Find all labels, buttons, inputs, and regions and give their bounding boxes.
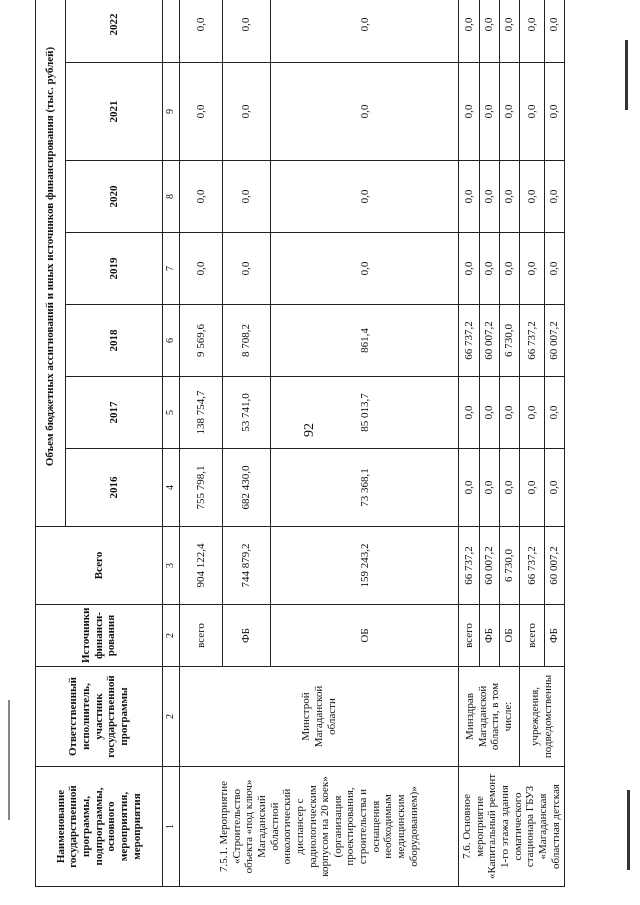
value-cell: 9 569,6	[180, 305, 223, 377]
value-cell: 73 368,1	[271, 449, 459, 527]
header-source: Источники финанси-рования	[36, 605, 163, 667]
value-cell: 0,0	[499, 233, 519, 305]
value-cell: 85 013,7	[271, 377, 459, 449]
measure-name-cell: 7.6. Основное мероприятие «Капитальный ремонт 1-го этажа здания соматического стационара ГБУЗ «Магаданская областная детская	[459, 767, 565, 887]
value-cell: 60 007,2	[544, 305, 564, 377]
table-row	[459, 0, 479, 887]
scan-artifact	[8, 700, 10, 820]
value-cell: 0,0	[479, 233, 499, 305]
value-cell: 0,0	[544, 449, 564, 527]
total-cell: 744 879,2	[222, 527, 271, 605]
header-name: Наименование государственной программы, подпрограммы, основного мероприятия, мероприятия	[36, 767, 163, 887]
total-cell: 159 243,2	[271, 527, 459, 605]
value-cell: 0,0	[479, 377, 499, 449]
value-cell: 0,0	[180, 233, 223, 305]
column-number: 5	[162, 377, 179, 449]
value-cell: 0,0	[499, 377, 519, 449]
responsible-cell: учреждения, подведомственны	[520, 667, 565, 767]
column-number: 9	[162, 63, 179, 161]
header-year: 2020	[66, 161, 162, 233]
budget-table-rotated	[35, 0, 565, 887]
header-year: 2019	[66, 233, 162, 305]
source-cell: ОБ	[271, 605, 459, 667]
value-cell: 60 007,2	[479, 305, 499, 377]
value-cell: 0,0	[479, 0, 499, 63]
value-cell: 0,0	[520, 233, 544, 305]
total-cell: 66 737,2	[459, 527, 479, 605]
value-cell: 0,0	[459, 161, 479, 233]
source-cell: всего	[459, 605, 479, 667]
measure-name-cell: 7.5.1. Мероприятие «Строительство объекта «под ключ» Магаданский областной онкологический диспансер с радиологическим корпусом на 20 коек» (организация проектирования, строительства и оснащения необходимым медицинским оборудованием)»	[180, 767, 459, 887]
value-cell: 0,0	[271, 233, 459, 305]
value-cell: 0,0	[499, 161, 519, 233]
value-cell: 0,0	[520, 161, 544, 233]
column-number: 4	[162, 449, 179, 527]
value-cell: 0,0	[499, 449, 519, 527]
column-number: 2	[162, 667, 179, 767]
value-cell: 0,0	[499, 0, 519, 63]
value-cell: 0,0	[180, 63, 223, 161]
header-responsible: Ответственный исполнитель, участник государственной программы	[36, 667, 163, 767]
total-cell: 60 007,2	[544, 527, 564, 605]
value-cell: 0,0	[459, 377, 479, 449]
column-number: 3	[162, 527, 179, 605]
scan-artifact	[625, 40, 628, 110]
value-cell: 0,0	[499, 63, 519, 161]
column-number: 7	[162, 233, 179, 305]
value-cell: 0,0	[271, 0, 459, 63]
value-cell: 861,4	[271, 305, 459, 377]
source-cell: ФБ	[479, 605, 499, 667]
table-row	[180, 0, 223, 887]
scan-artifact	[627, 790, 630, 870]
total-cell: 60 007,2	[479, 527, 499, 605]
source-cell: всего	[180, 605, 223, 667]
source-cell: ФБ	[222, 605, 271, 667]
value-cell: 0,0	[222, 0, 271, 63]
column-number: 1	[162, 767, 179, 887]
total-cell: 66 737,2	[520, 527, 544, 605]
value-cell: 0,0	[544, 161, 564, 233]
value-cell: 0,0	[180, 0, 223, 63]
value-cell: 0,0	[520, 63, 544, 161]
value-cell: 0,0	[544, 0, 564, 63]
header-year: 2017	[66, 377, 162, 449]
column-number: 2	[162, 605, 179, 667]
total-cell: 904 122,4	[180, 527, 223, 605]
value-cell: 0,0	[459, 63, 479, 161]
value-cell: 0,0	[271, 63, 459, 161]
column-number: 8	[162, 161, 179, 233]
header-year: 2022	[66, 0, 162, 63]
value-cell: 0,0	[520, 449, 544, 527]
value-cell: 0,0	[520, 0, 544, 63]
value-cell: 0,0	[222, 233, 271, 305]
total-cell: 6 730,0	[499, 527, 519, 605]
value-cell: 0,0	[544, 63, 564, 161]
value-cell: 0,0	[271, 161, 459, 233]
value-cell: 0,0	[222, 161, 271, 233]
source-cell: ФБ	[544, 605, 564, 667]
value-cell: 0,0	[479, 63, 499, 161]
value-cell: 66 737,2	[459, 305, 479, 377]
value-cell: 0,0	[544, 377, 564, 449]
budget-table	[35, 0, 565, 887]
source-cell: ОБ	[499, 605, 519, 667]
header-year: 2016	[66, 449, 162, 527]
value-cell: 138 754,7	[180, 377, 223, 449]
value-cell: 682 430,0	[222, 449, 271, 527]
source-cell: всего	[520, 605, 544, 667]
header-year: 2018	[66, 305, 162, 377]
value-cell: 0,0	[520, 377, 544, 449]
value-cell: 0,0	[544, 233, 564, 305]
header-total: Всего	[36, 527, 163, 605]
value-cell: 0,0	[479, 161, 499, 233]
value-cell: 53 741,0	[222, 377, 271, 449]
value-cell: 6 730,0	[499, 305, 519, 377]
page-number: 92	[302, 423, 317, 437]
value-cell: 0,0	[479, 449, 499, 527]
value-cell: 755 798,1	[180, 449, 223, 527]
responsible-cell: Минстрой Магаданской области	[180, 667, 459, 767]
value-cell: 0,0	[180, 161, 223, 233]
column-number: 6	[162, 305, 179, 377]
value-cell: 0,0	[459, 233, 479, 305]
header-group: Объем бюджетных ассигнований и иных источников финансирования (тыс. рублей)	[36, 0, 66, 527]
column-number	[162, 0, 179, 63]
value-cell: 0,0	[222, 63, 271, 161]
value-cell: 0,0	[459, 0, 479, 63]
value-cell: 8 708,2	[222, 305, 271, 377]
value-cell: 66 737,2	[520, 305, 544, 377]
table-row	[520, 0, 544, 887]
value-cell: 0,0	[459, 449, 479, 527]
responsible-cell: Минздрав Магаданской области, в том числе:	[459, 667, 520, 767]
header-year: 2021	[66, 63, 162, 161]
